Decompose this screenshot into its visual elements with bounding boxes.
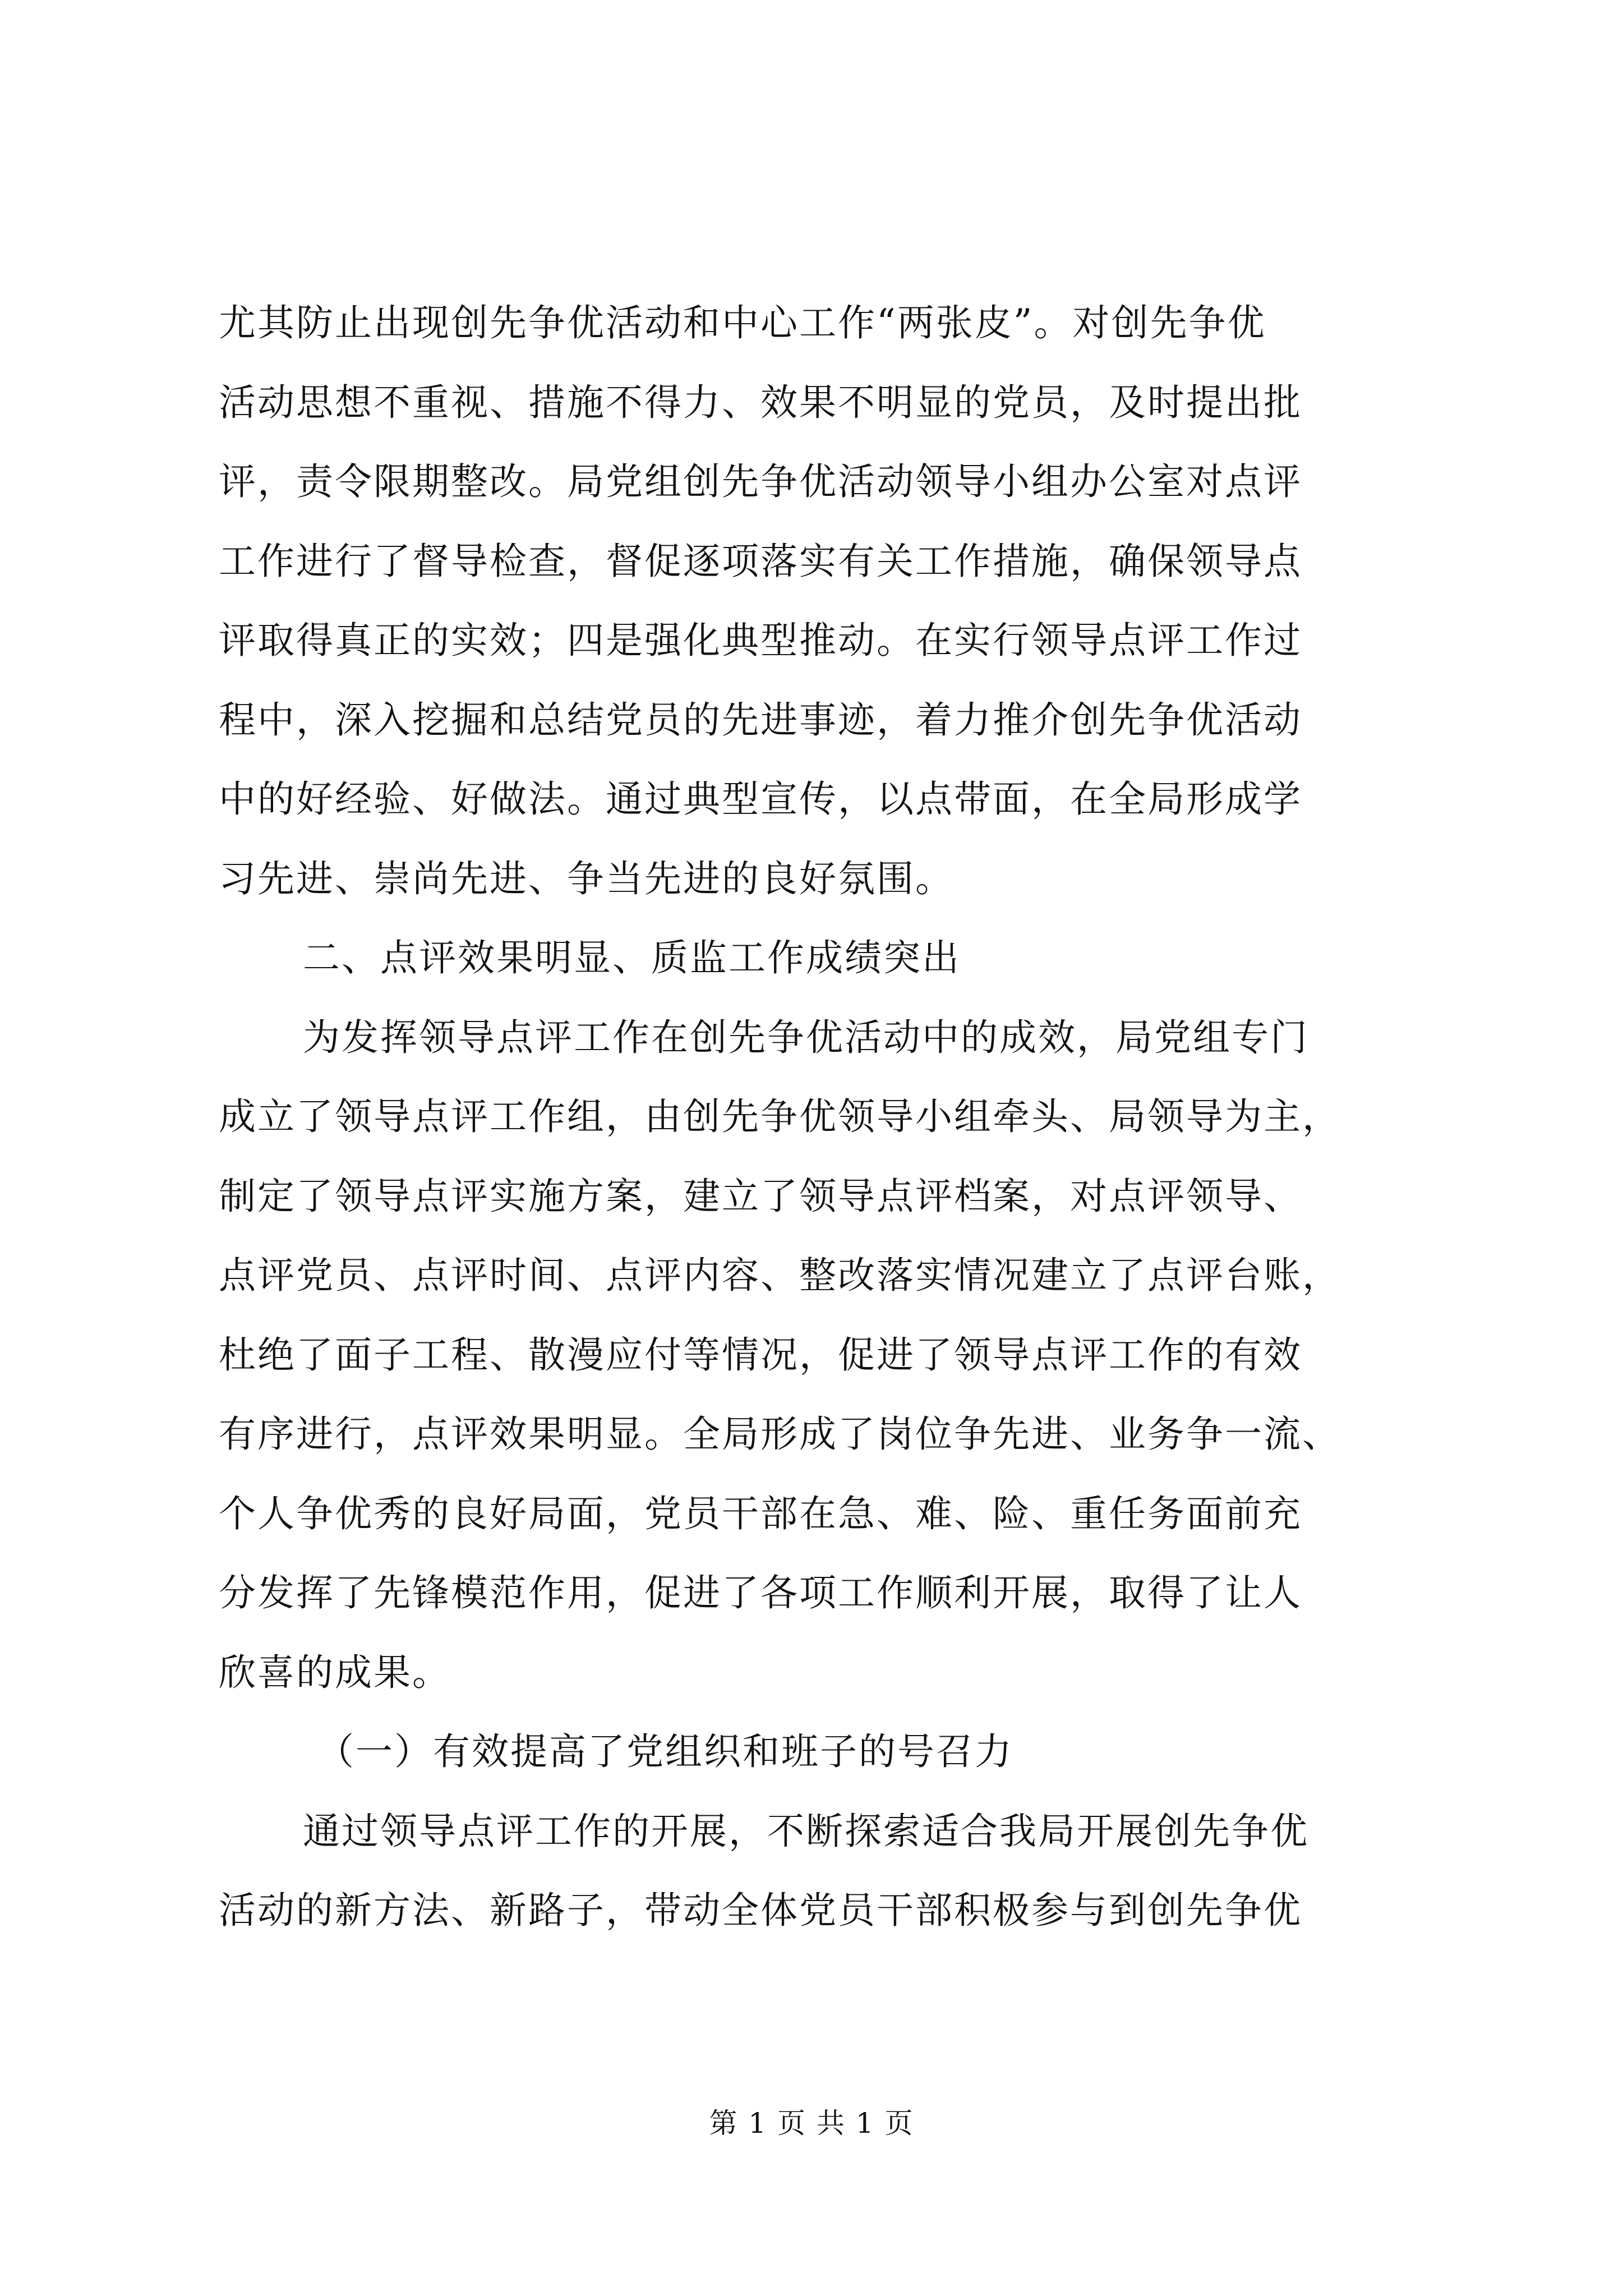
body-line: 成立了领导点评工作组，由创先争优领导小组牵头、局领导为主， [219,1095,1341,1138]
body-line: 分发挥了先锋模范作用，促进了各项工作顺利开展，取得了让人 [219,1571,1302,1614]
body-line: 有序进行，点评效果明显。全局形成了岗位争先进、业务争一流、 [219,1412,1341,1456]
body-line: 个人争优秀的良好局面，党员干部在急、难、险、重任务面前充 [219,1492,1302,1535]
subsection-heading: （一）有效提高了党组织和班子的号召力 [317,1730,1013,1773]
body-line: 程中，深入挖掘和总结党员的先进事迹，着力推介创先争优活动 [219,698,1302,742]
section-heading: 二、点评效果明显、质监工作成绩突出 [303,936,961,979]
body-line: 活动思想不重视、措施不得力、效果不明显的党员，及时提出批 [219,380,1302,424]
body-line: 中的好经验、好做法。通过典型宣传，以点带面，在全局形成学 [219,777,1302,821]
paragraph-first-line: 通过领导点评工作的开展，不断探索适合我局开展创先争优 [303,1809,1309,1853]
body-line: 活动的新方法、新路子，带动全体党员干部积极参与到创先争优 [219,1889,1302,1932]
body-line: 评取得真正的实效；四是强化典型推动。在实行领导点评工作过 [219,619,1302,662]
body-line: 杜绝了面子工程、散漫应付等情况，促进了领导点评工作的有效 [219,1333,1302,1377]
body-line: 制定了领导点评实施方案，建立了领导点评档案，对点评领导、 [219,1174,1302,1218]
document-body [219,283,1408,1950]
paragraph-first-line: 为发挥领导点评工作在创先争优活动中的成效，局党组专门 [303,1015,1309,1059]
body-line: 工作进行了督导检查，督促逐项落实有关工作措施，确保领导点 [219,539,1302,583]
page-footer: 第 1 页 共 1 页 [709,2107,914,2139]
body-line: 点评党员、点评时间、点评内容、整改落实情况建立了点评台账， [219,1254,1341,1297]
body-line: 尤其防止出现创先争优活动和中心工作“两张皮”。对创先争优 [219,301,1266,344]
body-line: 习先进、崇尚先进、争当先进的良好氛围。 [219,857,954,900]
body-line: 评，责令限期整改。局党组创先争优活动领导小组办公室对点评 [219,460,1302,503]
body-line: 欣喜的成果。 [219,1650,451,1694]
